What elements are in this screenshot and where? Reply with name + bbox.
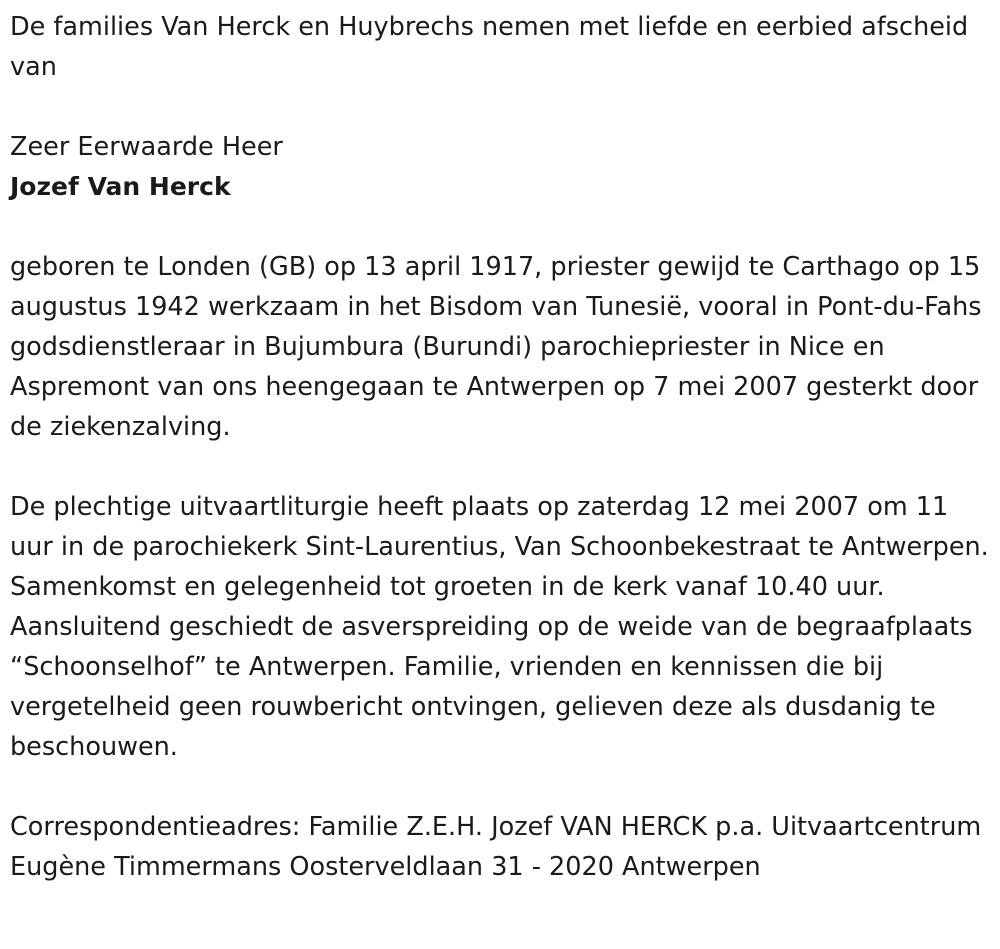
correspondence-address: Correspondentieadres: Familie Z.E.H. Jozef VAN HERCK p.a. Uitvaartcentrum Eugène Timmermans Oosterveldlaan 31 - 2020 Antwerpen — [10, 812, 982, 882]
intro-paragraph: De families Van Herck en Huybrechs nemen met liefde en eerbied afscheid van — [10, 12, 969, 82]
spacer — [10, 767, 990, 807]
spacer — [10, 447, 990, 487]
spacer — [10, 87, 990, 127]
biography-paragraph: geboren te Londen (GB) op 13 april 1917, priester gewijd te Carthago op 15 augustus 1942 werkzaam in het Bisdom van Tunesië, vooral in Pont-du-Fahs godsdienstleraar in Bujumbura (Burundi) parochiepriester in Nice en Aspremont van ons heengegaan te Antwerpen op 7 mei 2007 gesterkt door de ziekenzalving. — [10, 252, 982, 442]
deceased-name: Jozef Van Herck — [10, 172, 231, 201]
funeral-info-paragraph: De plechtige uitvaartliturgie heeft plaats op zaterdag 12 mei 2007 om 11 uur in de parochiekerk Sint-Laurentius, Van Schoonbekestraat te Antwerpen. Samenkomst en gelegenheid tot groeten in de kerk vanaf 10.40 uur. Aansluitend geschiedt de asverspreiding op de weide van de begraafplaats “Schoonselhof” te Antwerpen. Familie, vrienden en kennissen die bij vergetelheid geen rouwbericht ontvingen, gelieven deze als dusdanig te beschouwen. — [10, 492, 989, 762]
honorific-title: Zeer Eerwaarde Heer — [10, 132, 283, 162]
spacer — [10, 207, 990, 247]
